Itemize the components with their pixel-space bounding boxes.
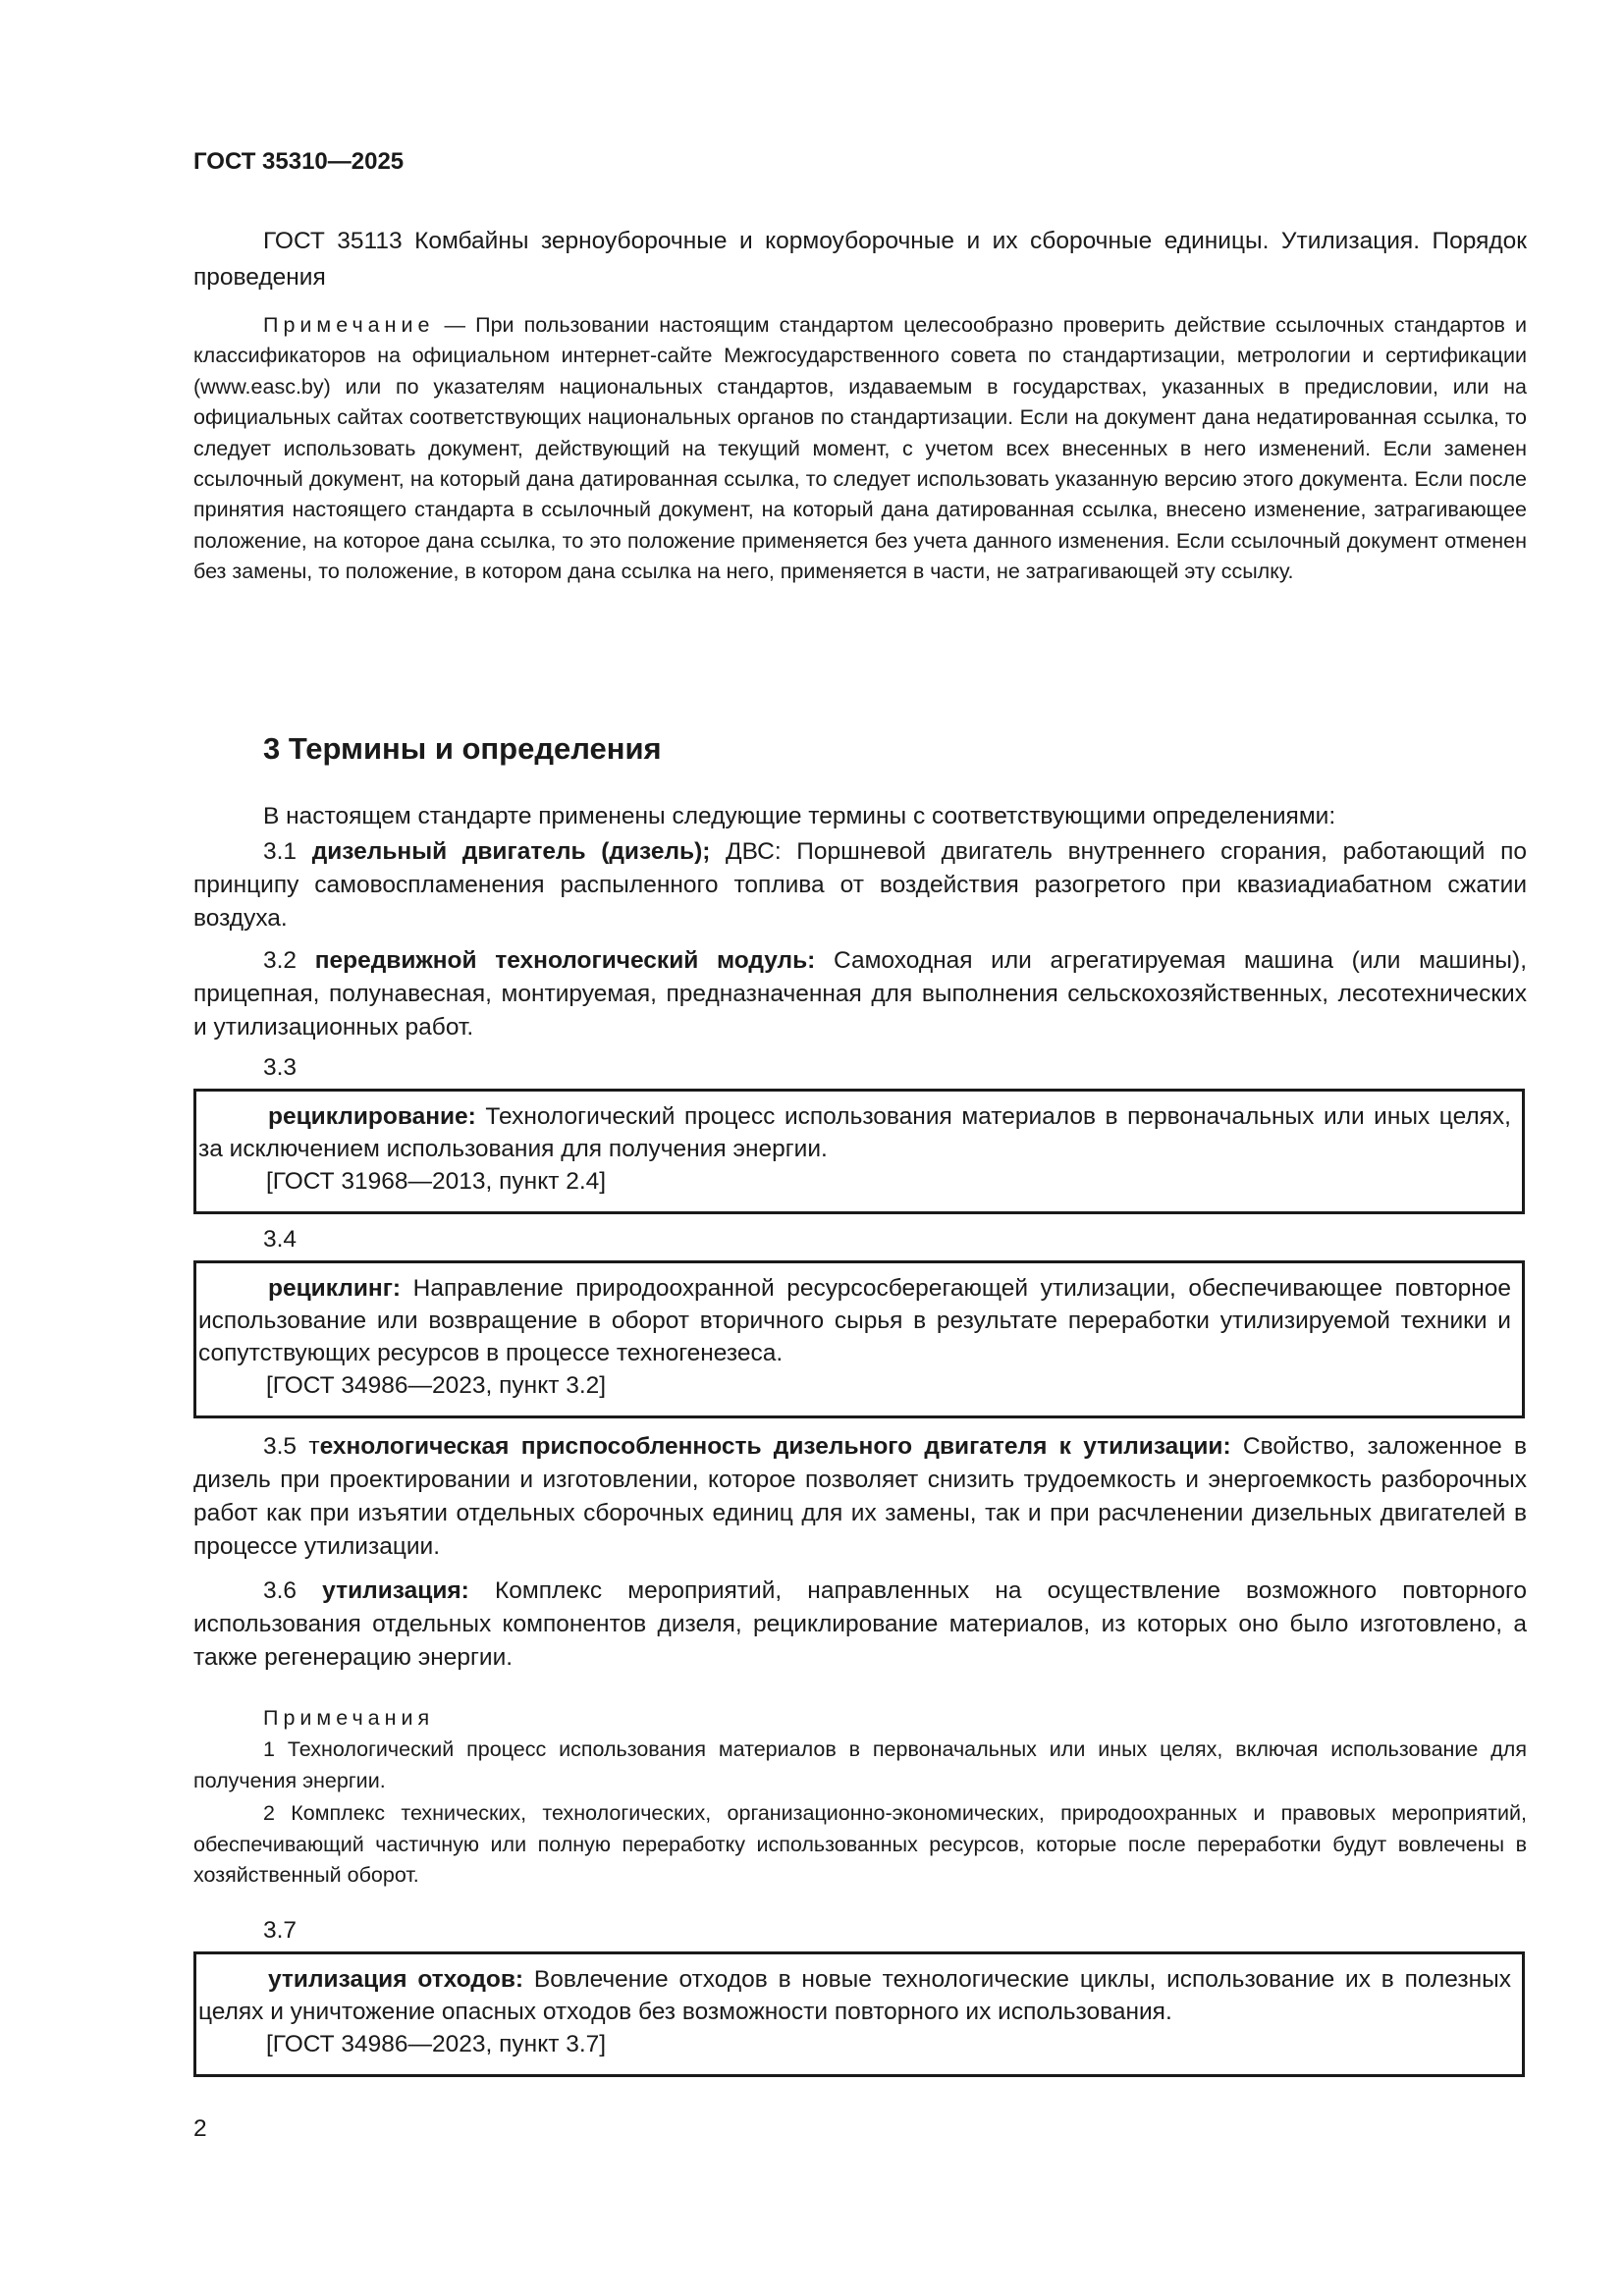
term-3-3 — [198, 1100, 1511, 1165]
notes-label-text: Примечания — [263, 1706, 435, 1730]
term-3-3-number: 3.3 — [263, 1054, 298, 1081]
term-name: рециклирование: — [268, 1103, 476, 1130]
term-3-1 — [193, 835, 1527, 935]
term-3-4-number: 3.4 — [263, 1226, 298, 1253]
term-3-7-number: 3.7 — [263, 1917, 298, 1944]
term-3-4-source: [ГОСТ 34986—2023, пункт 3.2] — [266, 1372, 607, 1399]
term-number: 3.5 т — [263, 1433, 320, 1460]
term-definition: Самоходная или агрегатируемая машина (или машины), прицепная, полунавесная, монтируемая, предназначенная для выполнения сельскохозяйственных, лесотехнических и утилизационных работ. — [193, 947, 1527, 1041]
term-name: ехнологическая приспособленность дизельного двигателя к утилизации: — [319, 1433, 1231, 1460]
term-definition: Направление природоохранной ресурсосберегающей утилизации, обеспечивающее повторное использование или возвращение в оборот вторичного сырья в результате переработки утилизируемой техники и сопутствующих ресурсов в процессе техногенезеса. — [198, 1275, 1511, 1366]
term-definition: Свойство, заложенное в дизель при проектировании и изготовлении, которое позволяет снизить трудоемкость и энергоемкость разборочных работ как при изъятии отдельных сборочных единиц для их замены, так и при расчленении дизельных двигателей в процессе утилизации. — [193, 1433, 1527, 1560]
term-3-6 — [193, 1575, 1527, 1675]
term-name: рециклинг: — [268, 1275, 402, 1302]
term-3-2 — [193, 944, 1527, 1044]
term-number: 3.6 — [263, 1577, 323, 1604]
term-definition: ДВС: Поршневой двигатель внутреннего сгорания, работающий по принципу самовоспламенения распыленного топлива от воздействия разогретого при квазиадиабатном сжатии воздуха. — [193, 838, 1527, 932]
intro-paragraph: В настоящем стандарте применены следующие термины с соответствующими определениями: — [263, 803, 1336, 829]
term-3-3-source: [ГОСТ 31968—2013, пункт 2.4] — [266, 1168, 607, 1195]
term-number: 3.2 — [263, 947, 315, 974]
term-name: утилизация отходов: — [268, 1966, 524, 1993]
term-name: утилизация: — [322, 1577, 469, 1604]
term-definition: Комплекс мероприятий, направленных на осуществление возможного повторного использования отдельных компонентов дизеля, рециклирование материалов, из которых оно было изготовлено, а также регенерацию энергии. — [193, 1577, 1527, 1671]
note-1: 1 Технологический процесс использования материалов в первоначальных или иных целях, включая использование для получения энергии. — [193, 1737, 1527, 1792]
term-3-7 — [198, 1963, 1511, 2028]
term-number: 3.1 — [263, 838, 312, 865]
page-number: 2 — [193, 2115, 207, 2142]
term-3-4 — [198, 1272, 1511, 1369]
term-name: передвижной технологический модуль: — [314, 947, 816, 974]
term-3-7-box — [193, 1951, 1525, 2077]
term-name: дизельный двигатель (дизель); — [311, 838, 711, 865]
term-3-5 — [193, 1430, 1527, 1564]
note-text: — При пользовании настоящим стандартом целесообразно проверить действие ссылочных стандартов и классификаторов на официальном интернет-сайте Межгосударственного совета по стандартизации, метрологии и сертификации (www.easc.by) или по указателям национальных стандартов, издаваемым в государствах, указанных в предисловии, или на официальных сайтах соответствующих национальных органов по стандартизации. Если на документ дана недатированная ссылка, то следует использовать документ, действующий на текущий момент, с учетом всех внесенных в него изменений. Если заменен ссылочный документ, на который дана датированная ссылка, то следует использовать указанную версию этого документа. Если после принятия настоящего стандарта в ссылочный документ, на который дана датированная ссылка, внесено изменение, затрагивающее положение, на которое дана ссылка, то это положение применяется без учета данного изменения. Если ссылочный документ отменен без замены, то положение, в котором дана ссылка на него, применяется в части, не затрагивающей эту ссылку. — [193, 313, 1527, 584]
section-title: 3 Термины и определения — [263, 731, 662, 766]
term-definition: Технологический процесс использования материалов в первоначальных или иных целях, за исключением использования для получения энергии. — [198, 1103, 1511, 1162]
note-label: Примечание — [263, 313, 435, 337]
term-3-3-box — [193, 1089, 1525, 1214]
note-paragraph — [193, 310, 1527, 588]
term-3-7-source: [ГОСТ 34986—2023, пункт 3.7] — [266, 2031, 607, 2057]
term-definition: Вовлечение отходов в новые технологические циклы, использование их в полезных целях и уничтожение опасных отходов без возможности повторного их использования. — [198, 1966, 1511, 2025]
notes-label — [193, 1703, 1527, 1735]
normative-reference: ГОСТ 35113 Комбайны зерноуборочные и кормоуборочные и их сборочные единицы. Утилизация. Порядок проведения — [193, 228, 1527, 291]
page-header: ГОСТ 35310—2025 — [193, 148, 405, 175]
note-2: 2 Комплекс технических, технологических, организационно-экономических, природоохранных и правовых мероприятий, обеспечивающий частичную или полную переработку использованных ресурсов, которые после переработки будут вовлечены в хозяйственный оборот. — [193, 1801, 1527, 1888]
term-3-4-box — [193, 1260, 1525, 1418]
